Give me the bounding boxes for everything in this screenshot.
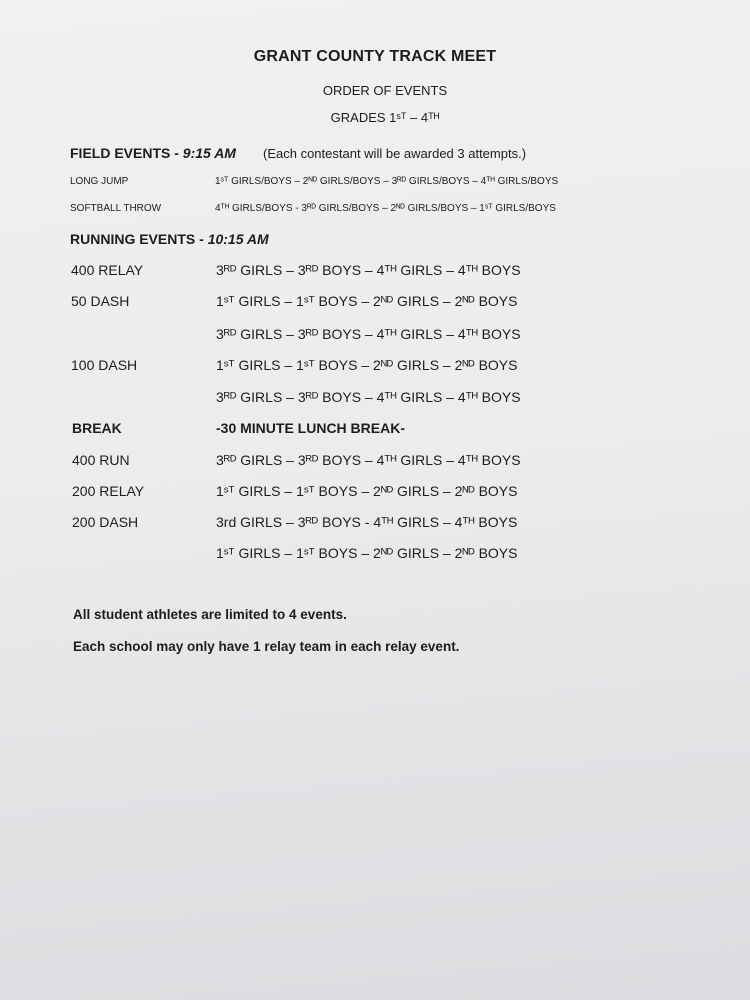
running-event-label: 400 RUN <box>72 452 130 468</box>
running-events-time: 10:15 AM <box>207 231 269 247</box>
running-event-order: 3ᴿᴰ GIRLS – 3ᴿᴰ BOYS – 4ᵀᴴ GIRLS – 4ᵀᴴ BOYS <box>216 262 521 278</box>
field-event-label-softball-throw: SOFTBALL THROW <box>70 203 162 214</box>
footnote-event-limit: All student athletes are limited to 4 events. <box>73 607 347 622</box>
running-events-heading-label: RUNNING EVENTS - <box>70 231 208 247</box>
field-events-heading-label: FIELD EVENTS - <box>70 145 183 161</box>
running-events-heading <box>70 231 269 247</box>
field-events-time: 9:15 AM <box>182 145 236 161</box>
running-event-label: 200 DASH <box>72 514 139 530</box>
running-event-order: 3rd GIRLS – 3ᴿᴰ BOYS - 4ᵀᴴ GIRLS – 4ᵀᴴ BOYS <box>216 514 518 530</box>
lunch-break-text: -30 MINUTE LUNCH BREAK- <box>216 420 405 436</box>
break-label: BREAK <box>72 420 122 436</box>
running-event-label: 200 RELAY <box>72 483 145 499</box>
document-subtitle: ORDER OF EVENTS <box>322 83 448 98</box>
footnote-relay-rule: Each school may only have 1 relay team in each relay event. <box>73 639 460 654</box>
field-event-order-long-jump: 1ˢᵀ GIRLS/BOYS – 2ᴺᴰ GIRLS/BOYS – 3ᴿᴰ GIRLS/BOYS – 4ᵀᴴ GIRLS/BOYS <box>215 176 559 187</box>
document-title: GRANT COUNTY TRACK MEET <box>253 48 497 65</box>
running-event-order: 3ᴿᴰ GIRLS – 3ᴿᴰ BOYS – 4ᵀᴴ GIRLS – 4ᵀᴴ BOYS <box>216 452 521 468</box>
running-event-order: 3ᴿᴰ GIRLS – 3ᴿᴰ BOYS – 4ᵀᴴ GIRLS – 4ᵀᴴ BOYS <box>216 326 521 342</box>
field-event-order-softball-throw: 4ᵀᴴ GIRLS/BOYS - 3ᴿᴰ GIRLS/BOYS – 2ᴺᴰ GIRLS/BOYS – 1ˢᵀ GIRLS/BOYS <box>215 203 556 214</box>
running-event-label: 50 DASH <box>71 293 130 309</box>
grades-line: GRADES 1ˢᵀ – 4ᵀᴴ <box>330 110 440 125</box>
running-event-label: 100 DASH <box>71 357 138 373</box>
field-events-note: (Each contestant will be awarded 3 attempts.) <box>263 146 527 161</box>
running-event-order: 1ˢᵀ GIRLS – 1ˢᵀ BOYS – 2ᴺᴰ GIRLS – 2ᴺᴰ BOYS <box>216 357 518 373</box>
running-event-label: 400 RELAY <box>71 262 144 278</box>
running-event-order: 1ˢᵀ GIRLS – 1ˢᵀ BOYS – 2ᴺᴰ GIRLS – 2ᴺᴰ BOYS <box>216 293 518 309</box>
running-event-order: 1ˢᵀ GIRLS – 1ˢᵀ BOYS – 2ᴺᴰ GIRLS – 2ᴺᴰ BOYS <box>216 483 518 499</box>
running-event-order: 1ˢᵀ GIRLS – 1ˢᵀ BOYS – 2ᴺᴰ GIRLS – 2ᴺᴰ BOYS <box>216 545 518 561</box>
field-event-label-long-jump: LONG JUMP <box>70 176 129 187</box>
field-events-heading <box>70 145 236 161</box>
running-event-order: 3ᴿᴰ GIRLS – 3ᴿᴰ BOYS – 4ᵀᴴ GIRLS – 4ᵀᴴ BOYS <box>216 389 521 405</box>
